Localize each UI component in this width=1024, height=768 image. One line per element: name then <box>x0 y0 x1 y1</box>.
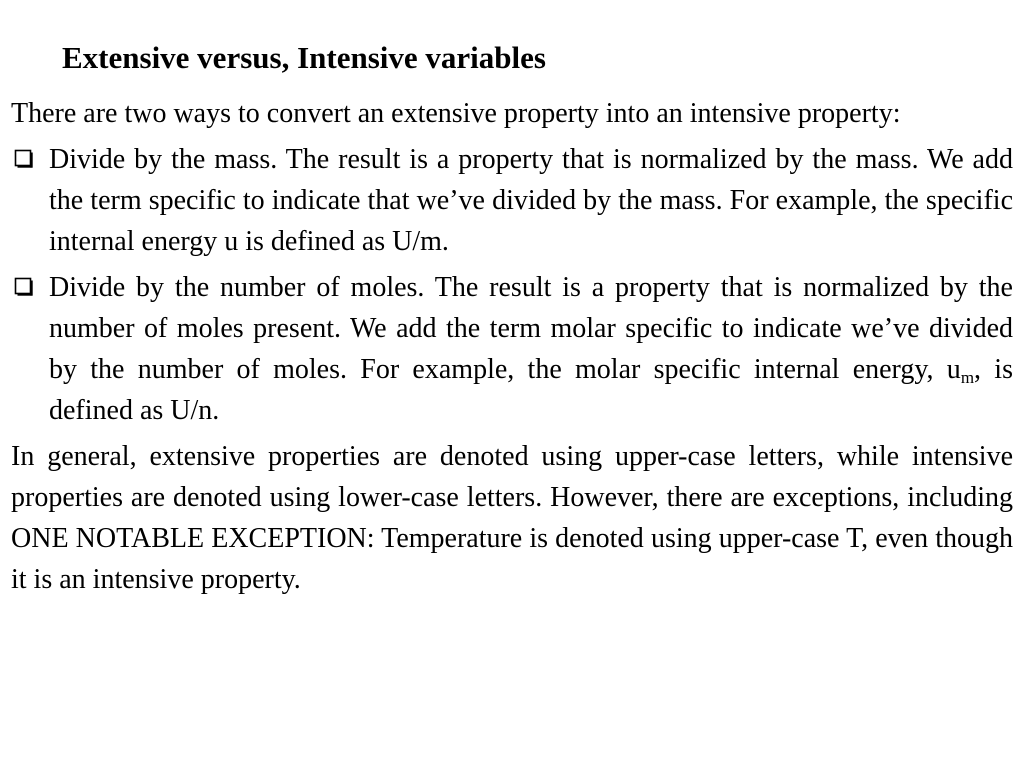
slide-title: Extensive versus, Intensive variables <box>62 40 546 75</box>
bullet-item-mass <box>11 139 1013 262</box>
conclusion-paragraph: In general, extensive properties are denoted using upper-case letters, while intensive properties are denoted using lower-case letters. However, there are exceptions, including ONE NOTABLE EXCEPTION: Temperature is denoted using upper-case T, even though it is an intensive property. <box>11 441 1013 595</box>
slide-body <box>11 93 1013 600</box>
bullet-text-moles-main: Divide by the number of moles. The result is a property that is normalized by the number of moles present. We add the term molar specific to indicate we’ve divided by the number of moles. For example, the molar specific internal energy, u <box>49 272 1013 385</box>
bullet-item-moles <box>11 267 1013 431</box>
bullet-text-moles-end: , is defined as U/n. <box>49 354 1013 426</box>
bullet-text-moles <box>49 272 1013 426</box>
checkbox-bullet-icon <box>13 149 33 169</box>
bullet-text-mass: Divide by the mass. The result is a property that is normalized by the mass. We add the term specific to indicate that we’ve divided by the mass. For example, the specific internal energy u is defined as U/m. <box>49 144 1013 257</box>
subscript-m: m <box>960 368 975 387</box>
checkbox-bullet-icon <box>13 277 33 297</box>
intro-paragraph: There are two ways to convert an extensive property into an intensive property: <box>11 98 901 129</box>
